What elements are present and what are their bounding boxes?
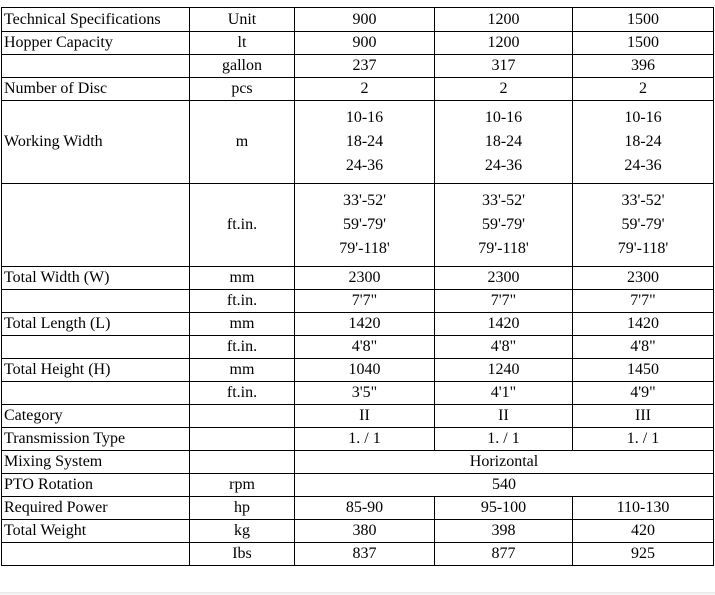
cell-value: 2 [573,78,714,101]
cell-value: 925 [573,543,714,566]
cell-value: 1. / 1 [295,428,435,451]
cell-value: 1. / 1 [435,428,573,451]
cell-value: 110-130 [573,497,714,520]
row-label: Total Weight [2,520,190,543]
table-row [2,78,714,101]
cell-value: 396 [573,55,714,78]
header-unit: Unit [190,8,295,32]
row-unit: Ibs [190,543,295,566]
table-row [2,497,714,520]
row-label [2,543,190,566]
row-label: Hopper Capacity [2,32,190,55]
row-label: PTO Rotation [2,474,190,497]
cell-value: 1. / 1 [573,428,714,451]
cell-line: 18-24 [345,133,384,150]
row-unit: hp [190,497,295,520]
spec-sheet [1,7,713,593]
row-label: Working Width [2,101,190,184]
cell-value: 1240 [435,359,573,382]
cell-line: 79'-118' [478,240,529,257]
cell-value: 2300 [435,267,573,290]
cell-value: 95-100 [435,497,573,520]
cell-line: 10-16 [345,109,384,126]
row-label: Category [2,405,190,428]
row-unit: pcs [190,78,295,101]
cell-value: 1040 [295,359,435,382]
table-row [2,313,714,336]
header-model-1500: 1500 [573,8,714,32]
cell-value: 1420 [435,313,573,336]
cell-value: 7'7" [573,290,714,313]
row-unit: mm [190,267,295,290]
row-unit: ft.in. [190,184,295,267]
cell-value-merged: 540 [295,474,714,497]
cell-value: 837 [295,543,435,566]
cell-value: 1420 [573,313,714,336]
row-unit: kg [190,520,295,543]
table-row [2,55,714,78]
cell-value [435,184,573,267]
row-label: Required Power [2,497,190,520]
cell-value-merged: Horizontal [295,451,714,474]
row-unit [190,405,295,428]
cell-value [295,184,435,267]
cell-value: 4'9" [573,382,714,405]
cell-line: 33'-52' [342,192,387,209]
cell-line: 79'-118' [339,240,390,257]
table-row [2,290,714,313]
row-label: Total Height (H) [2,359,190,382]
cell-value: 4'1" [435,382,573,405]
cell-value: 398 [435,520,573,543]
row-label [2,290,190,313]
header-model-1200: 1200 [435,8,573,32]
header-spec: Technical Specifications [2,8,190,32]
cell-value: 2300 [573,267,714,290]
cell-value: 2300 [295,267,435,290]
table-row [2,520,714,543]
cell-value: 1420 [295,313,435,336]
cell-line: 18-24 [484,133,523,150]
row-label: Total Length (L) [2,313,190,336]
cell-line: 59'-79' [481,216,526,233]
cell-value: 900 [295,32,435,55]
cell-value [295,101,435,184]
cell-value: 420 [573,520,714,543]
cell-value: 317 [435,55,573,78]
cell-value: 380 [295,520,435,543]
table-row [2,428,714,451]
row-label: Total Width (W) [2,267,190,290]
cell-value: 7'7" [435,290,573,313]
header-model-900: 900 [295,8,435,32]
cell-line: 24-36 [345,157,384,174]
cell-value: 4'8" [435,336,573,359]
row-unit [190,428,295,451]
cell-value: 2 [295,78,435,101]
row-label: Transmission Type [2,428,190,451]
row-label: Mixing System [2,451,190,474]
row-unit: mm [190,359,295,382]
row-unit: ft.in. [190,382,295,405]
row-label: Number of Disc [2,78,190,101]
table-row [2,184,714,267]
table-row [2,101,714,184]
cell-line: 59'-79' [342,216,387,233]
cell-value [573,184,714,267]
cell-value: II [295,405,435,428]
cell-value: 1500 [573,32,714,55]
spec-table [1,7,714,566]
table-row [2,359,714,382]
table-row [2,474,714,497]
table-row [2,32,714,55]
cell-value: 4'8" [295,336,435,359]
row-label [2,184,190,267]
cell-line: 18-24 [624,133,662,150]
cell-value: 85-90 [295,497,435,520]
cell-value: 877 [435,543,573,566]
cell-line: 59'-79' [621,216,665,233]
cell-value: 3'5" [295,382,435,405]
cell-line: 33'-52' [621,192,665,209]
cell-line: 24-36 [624,157,662,174]
row-label [2,382,190,405]
cell-value: 1450 [573,359,714,382]
row-unit: gallon [190,55,295,78]
cell-line: 10-16 [624,109,662,126]
row-unit [190,451,295,474]
cell-value: 1200 [435,32,573,55]
cell-line: 24-36 [484,157,523,174]
cell-value [573,101,714,184]
cell-value: 237 [295,55,435,78]
cell-value [435,101,573,184]
row-unit: lt [190,32,295,55]
row-unit: ft.in. [190,336,295,359]
cell-value: 4'8" [573,336,714,359]
cell-line: 10-16 [484,109,523,126]
cell-value: 2 [435,78,573,101]
cell-value: II [435,405,573,428]
table-row [2,405,714,428]
table-row [2,382,714,405]
table-row [2,336,714,359]
row-unit: m [190,101,295,184]
cell-value: III [573,405,714,428]
table-row [2,451,714,474]
table-row [2,267,714,290]
row-label [2,55,190,78]
row-unit: mm [190,313,295,336]
row-unit: rpm [190,474,295,497]
cell-value: 7'7" [295,290,435,313]
cell-line: 79'-118' [617,240,669,257]
table-row [2,543,714,566]
row-label [2,336,190,359]
header-row [2,8,714,32]
cell-line: 33'-52' [481,192,526,209]
row-unit: ft.in. [190,290,295,313]
